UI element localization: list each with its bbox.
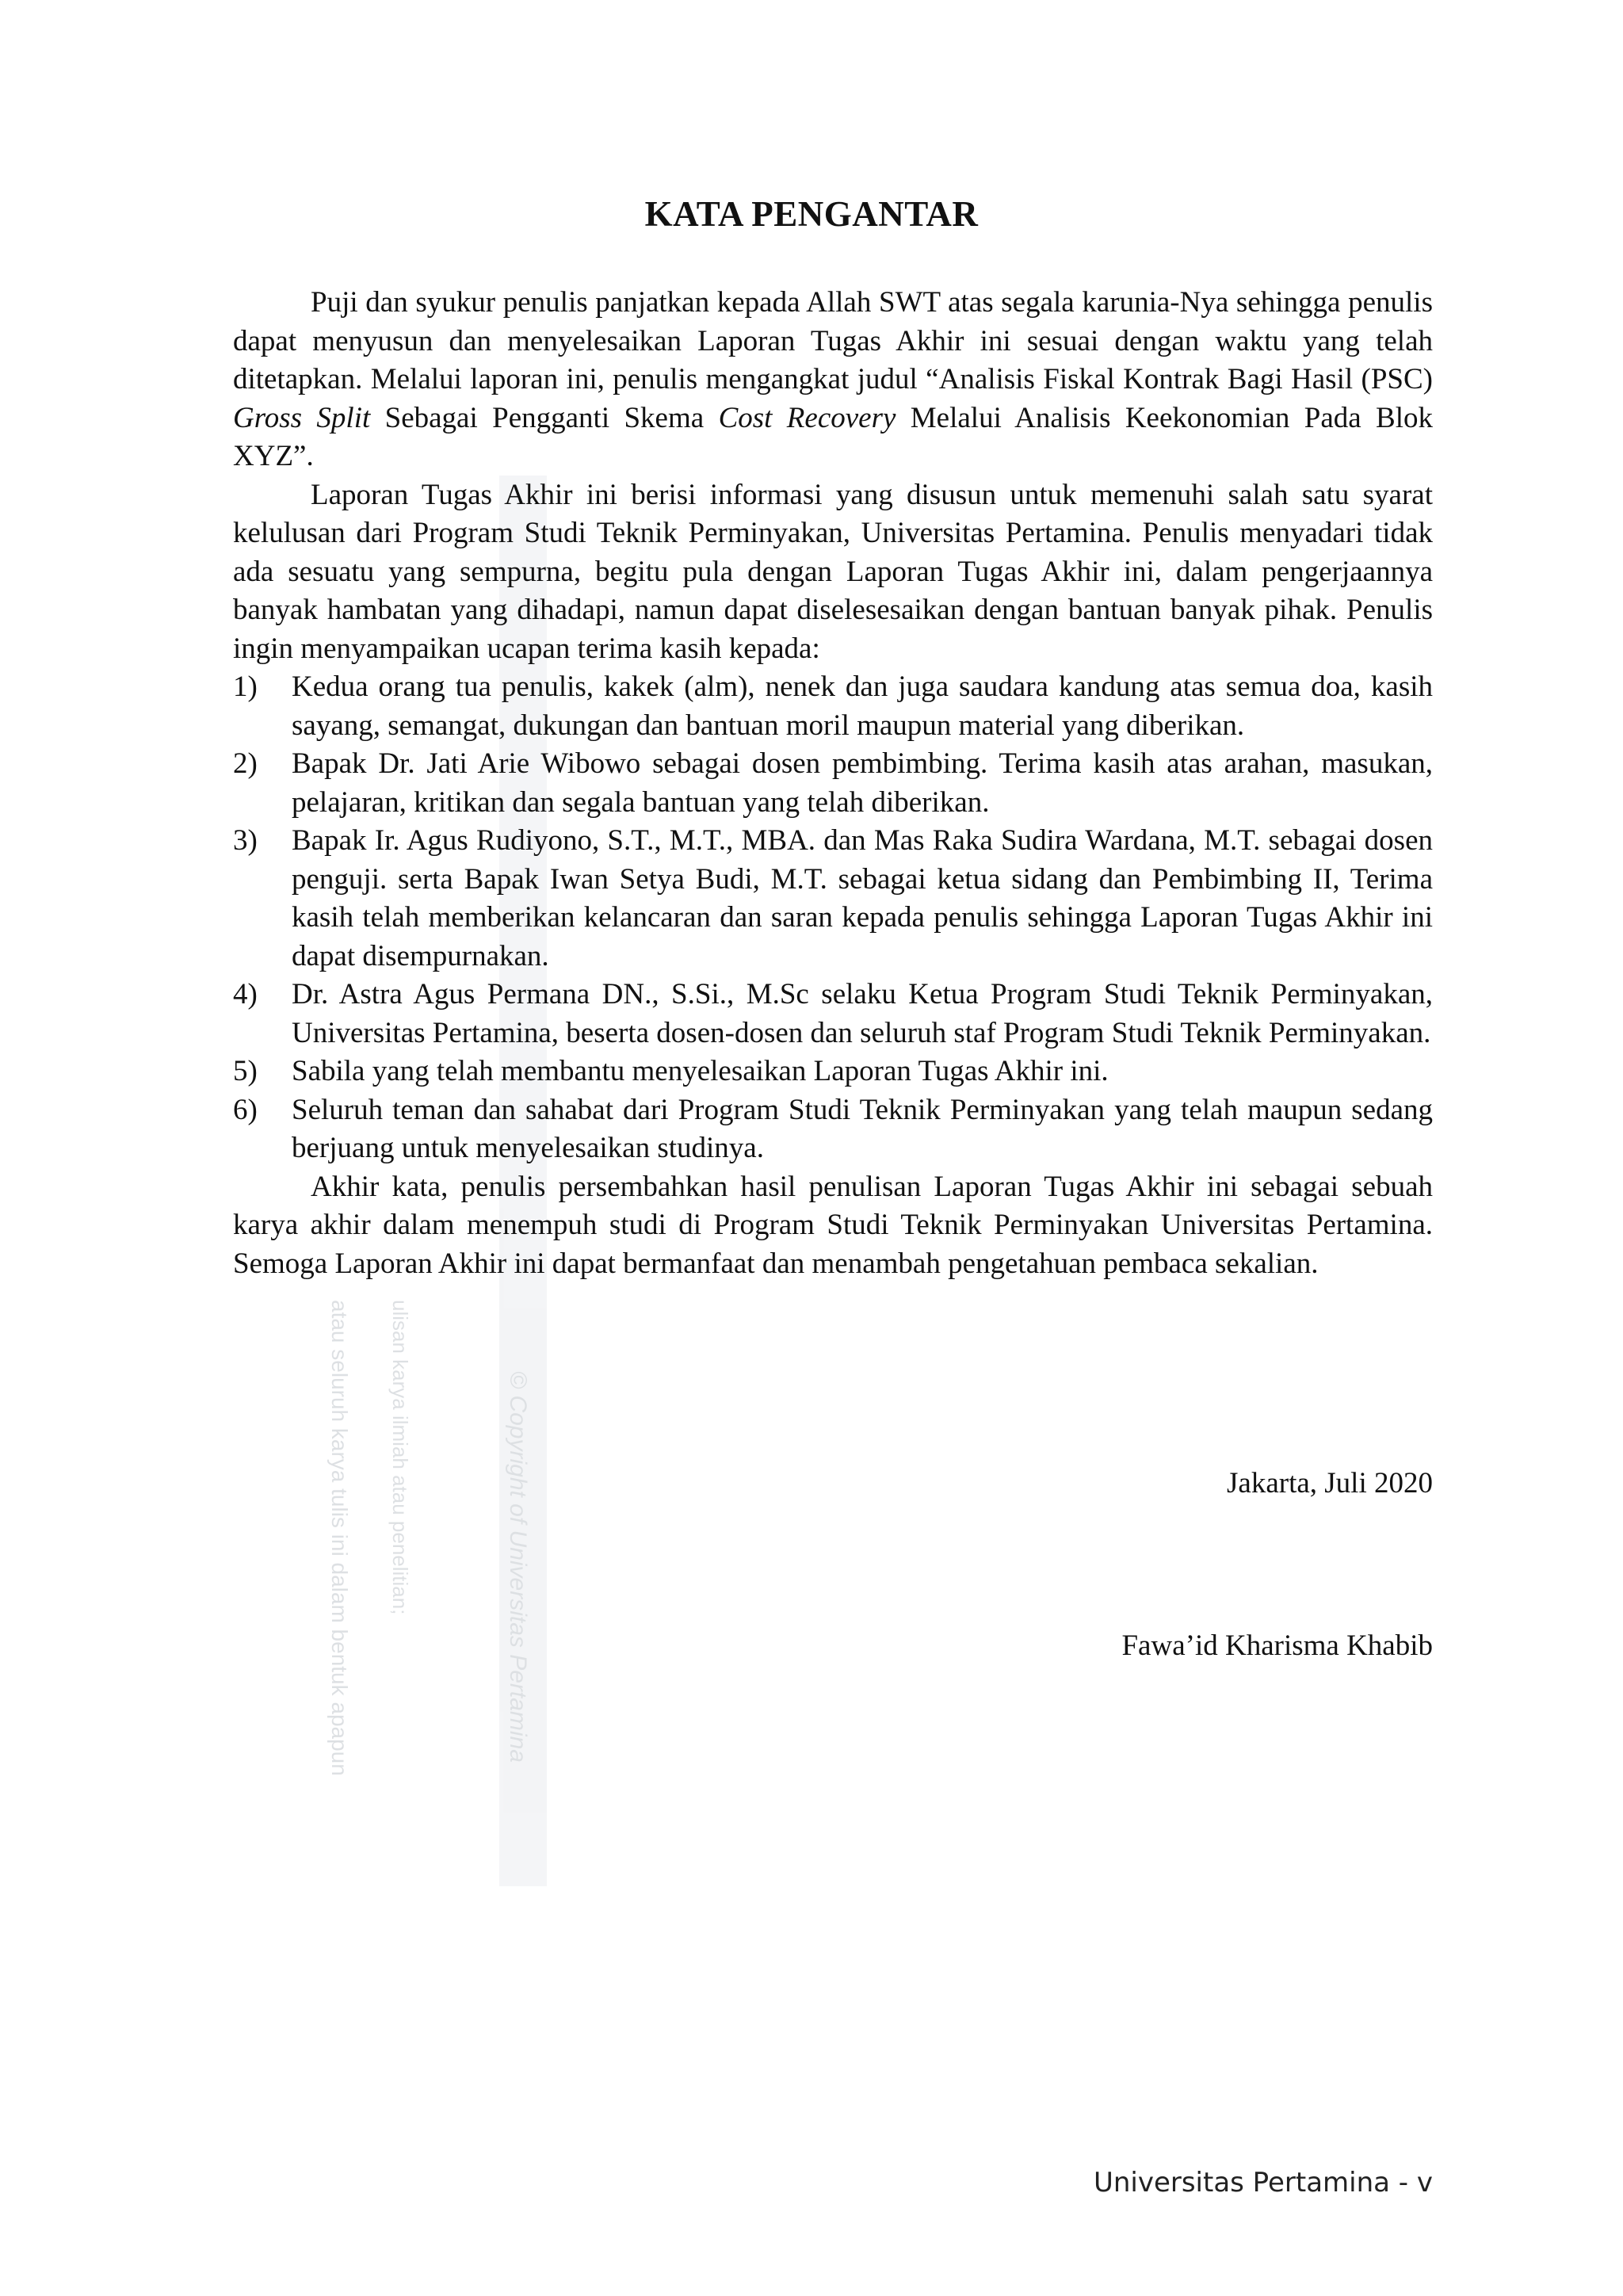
list-item-number: 5) [233, 1055, 258, 1087]
paragraph-1-text-c: Melalui Analisis Keekonomian Pada Blok XYZ”. [233, 401, 1434, 472]
list-item [233, 822, 1433, 976]
list-item-number: 1) [233, 670, 258, 703]
list-item [233, 745, 1433, 822]
paragraph-2: Laporan Tugas Akhir ini berisi informasi yang disusun untuk memenuhi salah satu syarat kelulusan dari Program Studi Teknik Perminyakan, Universitas Pertamina. Penulis menyadari tidak ada sesuatu yang sempurna, begitu pula dengan Laporan Tugas Akhir ini, dalam pengerjaannya banyak hambatan yang dihadapi, namun dapat diselesesaikan dengan bantuan banyak pihak. Penulis ingin menyampaikan ucapan terima kasih kepada: [233, 478, 1433, 665]
list-item-text: Kedua orang tua penulis, kakek (alm), nenek dan juga saudara kandung atas semua doa, kasih sayang, semangat, dukungan dan bantuan moril maupun material yang diberikan. [292, 670, 1433, 742]
list-item [233, 668, 1433, 745]
paragraph-1-italic-gross-split: Gross Split [233, 401, 371, 434]
signature-place-date: Jakarta, Juli 2020 [1227, 1467, 1433, 1499]
watermark-text-1: atau seluruh karya tulis ini dalam bentuk apapun [327, 1300, 352, 1776]
list-item-number: 3) [233, 824, 258, 857]
list-item-text: Dr. Astra Agus Permana DN., S.Si., M.Sc selaku Ketua Program Studi Teknik Perminyakan, Universitas Pertamina, beserta dosen-dosen dan seluruh staf Program Studi Teknik Perminyakan. [292, 978, 1433, 1049]
paragraph-1 [233, 284, 1433, 476]
list-item [233, 1091, 1433, 1168]
list-item-text: Bapak Ir. Agus Rudiyono, S.T., M.T., MBA. dan Mas Raka Sudira Wardana, M.T. sebagai dosen penguji. serta Bapak Iwan Setya Budi, M.T. sebagai ketua sidang dan Pembimbing II, Terima kasih telah memberikan kelancaran dan saran kepada penulis sehingga Laporan Tugas Akhir ini dapat disempurnakan. [292, 824, 1433, 972]
paragraph-3: Akhir kata, penulis persembahkan hasil penulisan Laporan Tugas Akhir ini sebagai sebuah karya akhir dalam menempuh studi di Program Studi Teknik Perminyakan Universitas Pertamina. Semoga Laporan Akhir ini dapat bermanfaat dan menambah pengetahuan pembaca sekalian. [233, 1170, 1433, 1280]
body-text [233, 284, 1433, 1283]
thanks-list [233, 668, 1433, 1168]
watermark-text-2: ulisan karya ilmiah atau penelitian; [388, 1300, 412, 1615]
watermark-text-3: © Copyright of Universitas Pertamina [505, 1371, 531, 1763]
list-item-number: 2) [233, 747, 258, 780]
list-item-number: 6) [233, 1093, 258, 1126]
page-title: KATA PENGANTAR [644, 194, 979, 234]
signature-author: Fawa’id Kharisma Khabib [1121, 1629, 1433, 1662]
list-item [233, 976, 1433, 1052]
paragraph-1-italic-cost-recovery: Cost Recovery [718, 401, 896, 434]
paragraph-1-text-b: Sebagai Pengganti Skema [370, 401, 719, 434]
list-item-text: Bapak Dr. Jati Arie Wibowo sebagai dosen pembimbing. Terima kasih atas arahan, masukan, pelajaran, kritikan dan segala bantuan yang telah diberikan. [292, 747, 1433, 819]
paragraph-1-text-a: Puji dan syukur penulis panjatkan kepada Allah SWT atas segala karunia-Nya sehingga penulis dapat menyusun dan menyelesaikan Laporan Tugas Akhir ini sesuai dengan waktu yang telah ditetapkan. Melalui laporan ini, penulis mengangkat judul “Analisis Fiskal Kontrak Bagi Hasil (PSC) [233, 286, 1433, 395]
list-item-text: Seluruh teman dan sahabat dari Program Studi Teknik Perminyakan yang telah maupun sedang berjuang untuk menyelesaikan studinya. [292, 1093, 1433, 1164]
list-item [233, 1052, 1433, 1091]
list-item-number: 4) [233, 978, 258, 1010]
page-footer: Universitas Pertamina - v [1093, 2167, 1433, 2199]
list-item-text: Sabila yang telah membantu menyelesaikan Laporan Tugas Akhir ini. [292, 1055, 1109, 1087]
